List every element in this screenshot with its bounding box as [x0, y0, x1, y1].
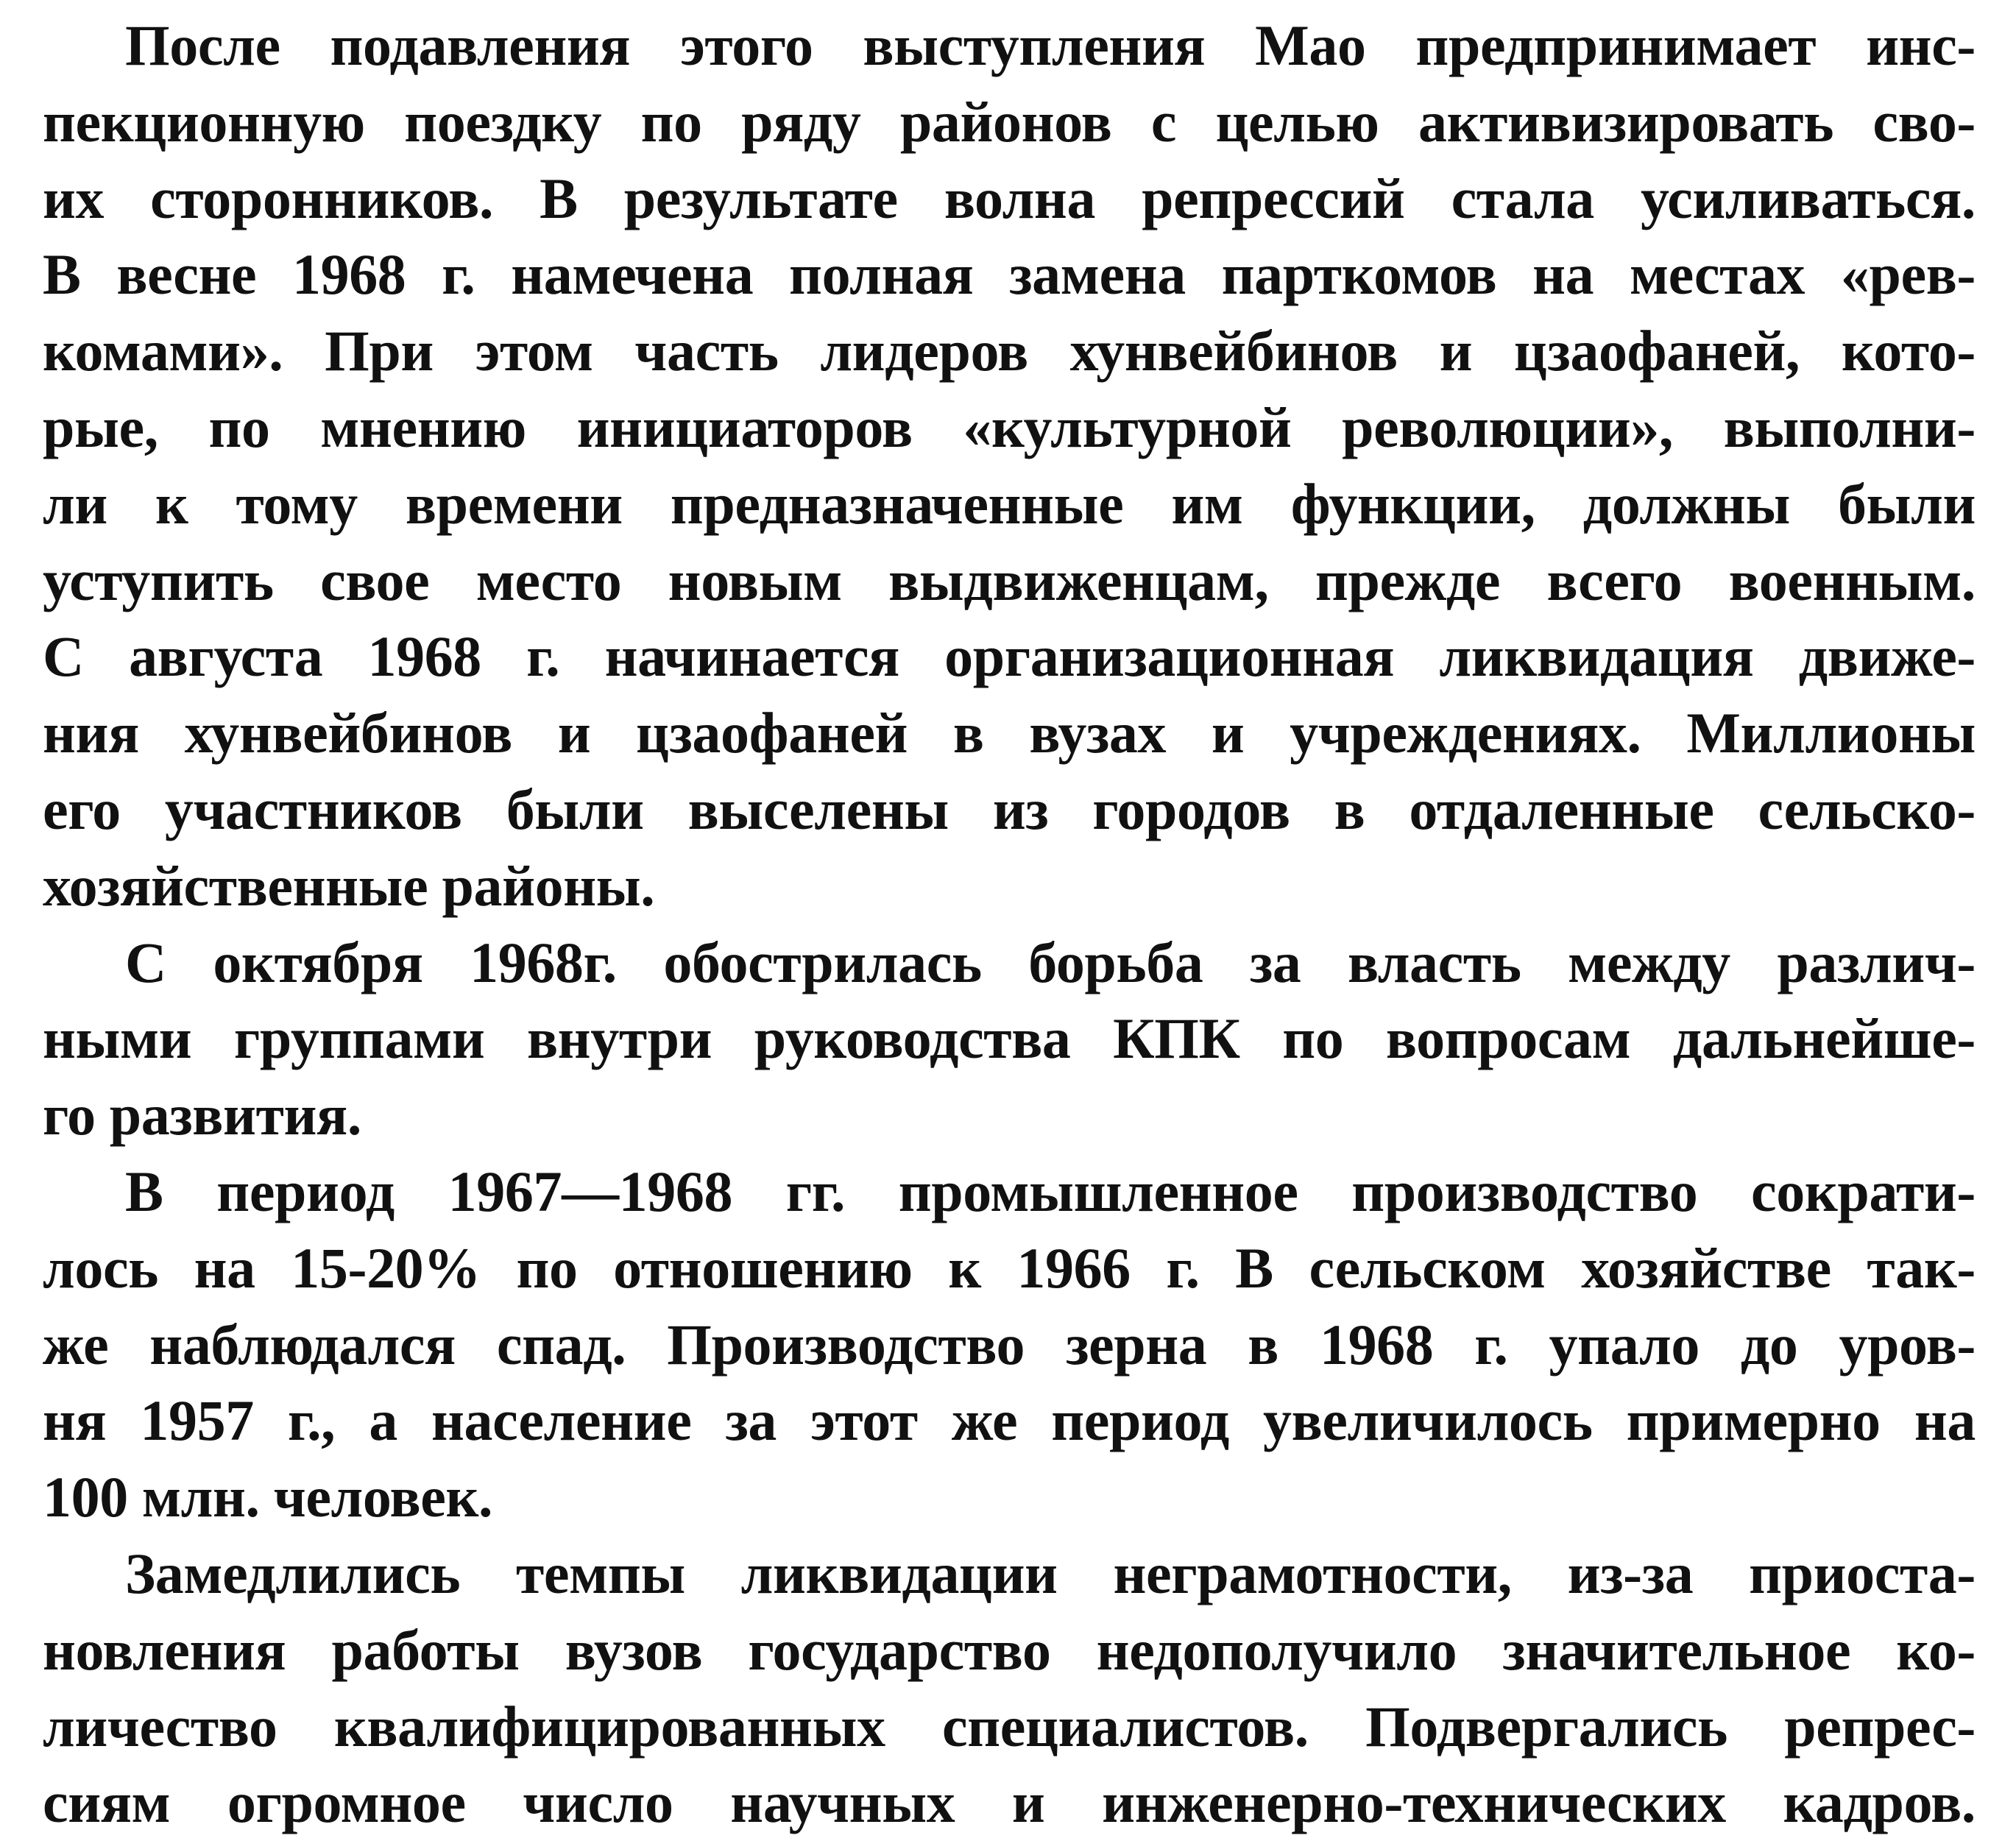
paragraph-1: [43, 7, 1976, 925]
text-line: С августа 1968 г. начинается организационная ликвидация движе-: [43, 624, 1976, 689]
paragraph-4: [43, 1536, 1976, 1841]
text-line: его участников были выселены из городов в отдаленные сельско-: [43, 777, 1976, 841]
text-line: ными группами внутри руководства КПК по вопросам дальнейше-: [43, 1006, 1976, 1071]
text-line: ли к тому времени предназначенные им функции, должны были: [43, 471, 1976, 536]
text-line: В весне 1968 г. намечена полная замена парткомов на местах «рев-: [43, 242, 1976, 307]
text-line: уступить свое место новым выдвиженцам, прежде всего военным.: [43, 548, 1976, 612]
text-line: их сторонников. В результате волна репрессий стала усиливаться.: [43, 166, 1976, 230]
text-line: рые, по мнению инициаторов «культурной революции», выполни-: [43, 395, 1976, 459]
text-line: личество квалифицированных специалистов. Подвергались репрес-: [43, 1694, 1976, 1759]
text-line: пекционную поездку по ряду районов с целью активизировать сво-: [43, 89, 1976, 154]
text-line: лось на 15-20% по отношению к 1966 г. В сельском хозяйстве так-: [43, 1235, 1976, 1300]
text-line: хозяйственные районы.: [43, 853, 655, 918]
text-line: го развития.: [43, 1083, 361, 1148]
text-line: новления работы вузов государство недополучило значительное ко-: [43, 1617, 1976, 1682]
text-line: 100 млн. человек.: [43, 1465, 493, 1530]
text-line: С октября 1968г. обострилась борьба за власть между различ-: [125, 930, 1976, 994]
text-line: ня 1957 г., а население за этот же период увеличилось примерно на: [43, 1388, 1976, 1453]
paragraph-3: [43, 1153, 1976, 1536]
text-column: [43, 0, 1976, 1841]
text-line: Замедлились темпы ликвидации неграмотности, из-за приоста-: [125, 1541, 1976, 1605]
text-line: сиям огромное число научных и инженерно-технических кадров.: [43, 1770, 1976, 1835]
text-line: После подавления этого выступления Мао предпринимает инс-: [125, 13, 1976, 77]
text-line: ния хунвейбинов и цзаофаней в вузах и учреждениях. Миллионы: [43, 701, 1976, 766]
text-line: комами». При этом часть лидеров хунвейбинов и цзаофаней, кото-: [43, 319, 1976, 384]
paragraph-2: [43, 925, 1976, 1153]
text-line: В период 1967—1968 гг. промышленное производство сократи-: [125, 1159, 1976, 1223]
text-line: же наблюдался спад. Производство зерна в 1968 г. упало до уров-: [43, 1312, 1976, 1377]
